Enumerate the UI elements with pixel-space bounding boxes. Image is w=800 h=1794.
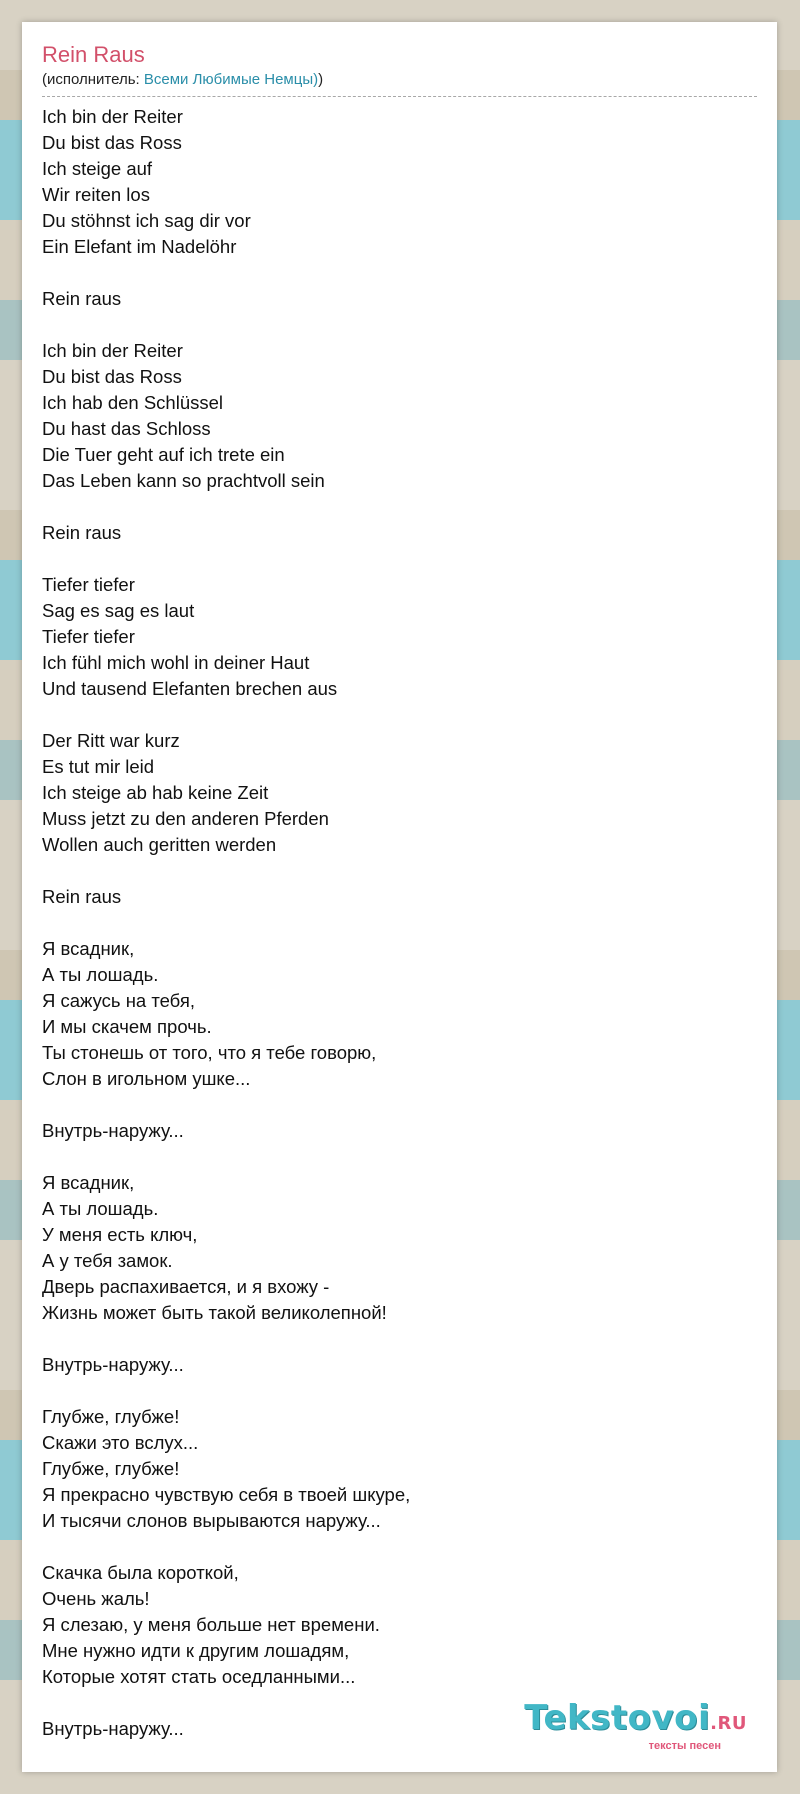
logo-suffix: .RU [710,1713,747,1734]
lyric-line: А ты лошадь. [42,964,159,985]
stanza-gap [42,546,757,572]
stanza-gap [42,702,757,728]
subtitle-suffix: ) [318,71,324,88]
lyric-line: Ich hab den Schlüssel [42,392,224,413]
stanza-gap [42,312,757,338]
lyric-line: Я слезаю, у меня больше нет времени. [42,1614,380,1635]
lyric-line: Ich bin der Reiter [42,340,183,361]
lyric-line: Du bist das Ross [42,132,182,153]
lyric-line: Глубже, глубже! [42,1458,180,1479]
lyric-line: Rein raus [42,522,122,543]
lyric-line: Ich fühl mich wohl in deiner Haut [42,652,310,673]
lyric-line: Внутрь-наружу... [42,1120,184,1141]
lyric-line: Du bist das Ross [42,366,182,387]
lyric-line: Жизнь может быть такой великолепной! [42,1302,387,1323]
lyrics-text [42,104,757,1742]
stanza-gap [42,1378,757,1404]
lyric-line: Sag es sag es laut [42,600,195,621]
lyric-line: Tiefer tiefer [42,574,135,595]
stanza-gap [42,260,757,286]
lyric-line: Я всадник, [42,1172,135,1193]
lyric-line: Внутрь-наружу... [42,1718,184,1739]
lyric-line: Внутрь-наружу... [42,1354,184,1375]
lyric-line: Die Tuer geht auf ich trete ein [42,444,285,465]
lyric-line: И мы скачем прочь. [42,1016,212,1037]
lyric-line: Мне нужно идти к другим лошадям, [42,1640,350,1661]
lyric-line: Скачка была короткой, [42,1562,239,1583]
site-logo[interactable] [524,1700,747,1752]
lyric-line: Глубже, глубже! [42,1406,180,1427]
lyric-line: Дверь распахивается, и я вхожу - [42,1276,330,1297]
stanza-gap [42,494,757,520]
lyric-line: Rein raus [42,886,122,907]
artist-link[interactable]: Всеми Любимые Немцы) [143,71,319,88]
logo-main-text: Tekstovoi [524,1698,711,1738]
lyric-line: Rein raus [42,288,122,309]
lyric-line: Wollen auch geritten werden [42,834,277,855]
logo-tagline: тексты песен [648,1740,721,1752]
lyric-line: Der Ritt war kurz [42,730,180,751]
lyric-line: Du stöhnst ich sag dir vor [42,210,251,231]
lyric-line: Das Leben kann so prachtvoll sein [42,470,325,491]
lyric-line: Tiefer tiefer [42,626,135,647]
lyric-line: Очень жаль! [42,1588,150,1609]
stanza-gap [42,1534,757,1560]
lyric-line: Я всадник, [42,938,135,959]
lyric-line: Я прекрасно чувствую себя в твоей шкуре, [42,1484,411,1505]
lyric-line: Ты стонешь от того, что я тебе говорю, [42,1042,377,1063]
stanza-gap [42,910,757,936]
lyric-line: У меня есть ключ, [42,1224,198,1245]
lyric-line: Слон в игольном ушке... [42,1068,251,1089]
song-subtitle [42,70,757,90]
lyric-line: Скажи это вслух... [42,1432,199,1453]
lyric-line: Ein Elefant im Nadelöhr [42,236,237,257]
lyric-line: Ich bin der Reiter [42,106,183,127]
lyric-line: Ich steige auf [42,158,153,179]
lyric-line: Es tut mir leid [42,756,155,777]
lyric-line: И тысячи слонов вырываются наружу... [42,1510,381,1531]
stanza-gap [42,858,757,884]
song-title: Rein Raus [42,42,145,67]
lyric-line: Wir reiten los [42,184,150,205]
lyric-line: Которые хотят стать оседланными... [42,1666,356,1687]
lyric-line: Und tausend Elefanten brechen aus [42,678,338,699]
song-header [42,42,757,97]
stanza-gap [42,1092,757,1118]
stanza-gap [42,1144,757,1170]
lyric-line: Я сажусь на тебя, [42,990,196,1011]
lyrics-card [22,22,777,1772]
lyric-line: Muss jetzt zu den anderen Pferden [42,808,329,829]
logo-wordmark [524,1700,747,1742]
subtitle-prefix: (исполнитель: [42,71,144,88]
stanza-gap [42,1326,757,1352]
lyric-line: Du hast das Schloss [42,418,211,439]
lyric-line: А ты лошадь. [42,1198,159,1219]
lyric-line: А у тебя замок. [42,1250,173,1271]
lyric-line: Ich steige ab hab keine Zeit [42,782,269,803]
